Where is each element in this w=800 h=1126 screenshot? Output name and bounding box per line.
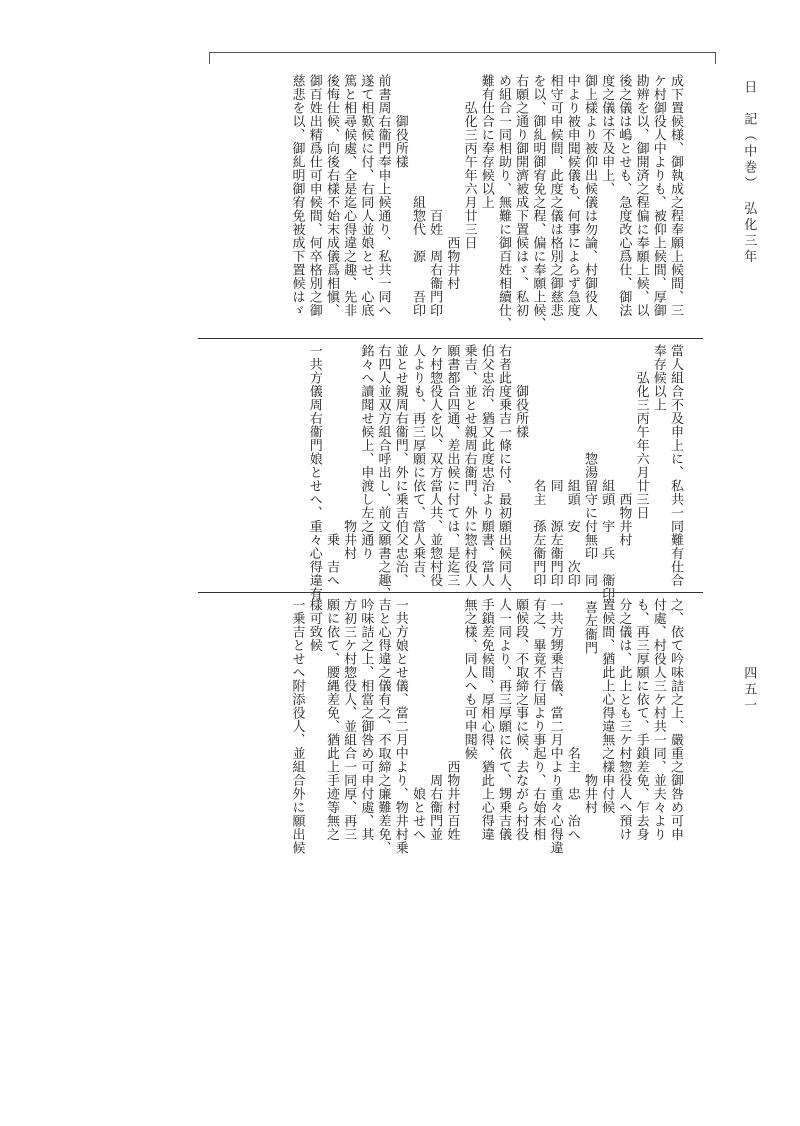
text-line: 當人組合不及申上に、私共一同難有仕合 bbox=[668, 344, 683, 587]
text-line: 一乗吉とせへ附添役人、並組合外に願出候 bbox=[289, 598, 305, 855]
text-line: 人一同より、再三厚願に依て、甥乗吉儀 bbox=[495, 598, 511, 841]
text-line: 組頭 宇 兵 衞印 bbox=[599, 344, 615, 601]
text-line: 願書都合四通、差出候に付ては、是迄三 bbox=[444, 344, 460, 587]
text-line: を以、御糺明御宥免之程、偏に奉願上候、 bbox=[530, 74, 546, 331]
text-line: 相守可申候間、此度之儀は格別之御慈悲 bbox=[547, 74, 563, 317]
text-line: 一共方儀周右衞門娘とせへ、重々心得違有 bbox=[306, 344, 322, 601]
text-line: 御百姓出精爲仕可申候間、何卒格別之御 bbox=[306, 74, 322, 317]
text-line: 周右衞門並 bbox=[427, 598, 443, 841]
text-line: 乗 吉へ bbox=[323, 344, 339, 587]
text-line: 勘辨を以、御開済之程偏に奉願上候、以 bbox=[633, 74, 649, 317]
text-line: 前書周右衞門奉申上候通り、私共一同へ bbox=[375, 74, 391, 317]
text-line: 慈悲を以、御糺明御宥免被成下置候はゞ bbox=[289, 74, 305, 317]
top-frame-left-tick bbox=[209, 52, 210, 64]
text-line: 銘々へ讀聞せ候上、申渡し左之通り bbox=[358, 344, 374, 560]
text-line: 一共方娘とせ儀、當二月中より、物井村乗 bbox=[392, 598, 408, 855]
text-line: 名主 孫左衞門印 bbox=[530, 344, 546, 587]
text-line: 右者此度乗吉一條に付、最初願出候同人、 bbox=[495, 344, 511, 601]
text-line: 百姓 周右衞門印 bbox=[427, 74, 443, 317]
text-block-lower bbox=[288, 598, 684, 853]
text-line: 願に依て、腰縄差免、猶此上手迹等無之 bbox=[323, 598, 339, 841]
text-line: 方初三ケ村惣役人、並組合一同厚、再三 bbox=[341, 598, 357, 841]
text-line: 付處、村役人三ケ村共一同、並夫々より bbox=[650, 598, 666, 841]
text-line: 西物井村百姓 bbox=[444, 598, 460, 841]
text-line: 乗吉、並とせ親周右衞門、外に惣村役人 bbox=[461, 344, 477, 587]
text-line: 篤と相尋候處、全是迄心得違之趣、先非 bbox=[341, 74, 357, 317]
top-frame-right-tick bbox=[715, 52, 716, 64]
running-header: 日 記（中巻） 弘化三年 bbox=[741, 80, 757, 266]
text-line: 吉と心得違之儀有之、不取締之廉難差免、 bbox=[375, 598, 391, 855]
text-line: 成下置候様、御執成之程奉願上候間、三 bbox=[668, 74, 683, 317]
text-line: 後悔仕候、向後右樣不始末成儀爲相愼、 bbox=[323, 74, 339, 317]
text-line: 難有仕合に奉存候以上 bbox=[478, 74, 494, 209]
page-number: 四五一 bbox=[741, 666, 757, 714]
text-line: 西物井村 bbox=[444, 74, 460, 290]
text-line: 組頭 安 次印 bbox=[564, 344, 580, 587]
text-line: 置候間、猶此上心得違無之樣申付候 bbox=[599, 598, 615, 814]
text-line: 吟味詰之上、相當之御咎め可申付處、其 bbox=[358, 598, 374, 841]
text-line: 名主 忠 治へ bbox=[564, 598, 580, 841]
text-line: 御役所樣 bbox=[513, 344, 529, 439]
section-divider bbox=[198, 338, 703, 339]
text-line: 一共方甥乗吉儀、當二月中より重々心得違 bbox=[547, 598, 563, 855]
text-line: 右願之通り御開濟被成下置候はゞ、私初 bbox=[513, 74, 529, 317]
text-line: も、再三厚願に依て、手鎖差免、乍去身 bbox=[633, 598, 649, 841]
text-line: 有之、畢竟不行屆より事起り、右始末相 bbox=[530, 598, 546, 841]
text-line: 物井村 bbox=[581, 598, 597, 814]
top-frame-line bbox=[210, 52, 715, 53]
text-line: 右四人並双方組合呼出し、前文願書之趣、 bbox=[375, 344, 391, 601]
text-line: 度之儀は不及申上、 bbox=[599, 74, 615, 196]
text-line: 奉存候以上 bbox=[650, 344, 666, 412]
text-line: 伯父忠治、猶又此度忠治より願書、當人 bbox=[478, 344, 494, 587]
text-line: 弘化三丙午年六月廿三日 bbox=[461, 74, 477, 250]
text-block-upper bbox=[288, 74, 684, 336]
text-line: 樣可致候 bbox=[306, 598, 322, 652]
text-line: 手鎖差免候間、厚相心得、猶此上心得違 bbox=[478, 598, 494, 841]
section-divider bbox=[198, 592, 703, 593]
text-line: 娘とせへ bbox=[409, 598, 425, 841]
text-line: 並とせ親周右衞門、外に乗吉伯父忠治、 bbox=[392, 344, 408, 587]
text-line: め組合一同相助り、無難に御百姓相續仕、 bbox=[495, 74, 511, 331]
text-line: 分之儀は、此上とも三ケ村惣役人へ預け bbox=[616, 598, 632, 841]
text-line: ケ村惣役人を以、双方當人共、並惣村役 bbox=[427, 344, 443, 587]
text-line: 同 源左衞門印 bbox=[547, 344, 563, 587]
text-line: 弘化三丙午年六月廿三日 bbox=[633, 344, 649, 520]
text-line: 物井村 bbox=[341, 344, 357, 560]
text-line: ケ村御役人中よりも、被仰上候間、厚御 bbox=[650, 74, 666, 317]
text-line: 中より被申聞候儀も、何事によらず急度 bbox=[564, 74, 580, 317]
text-line: 御上樣より被仰出候儀は勿論、村御役人 bbox=[581, 74, 597, 317]
text-line: 後之儀は嶋とせも、急度改心爲仕、御法 bbox=[616, 74, 632, 317]
text-line: 願候段、不取締之事に候、去ながら村役 bbox=[513, 598, 529, 841]
text-line: 之、依て吟味詰之上、嚴重之御咎め可申 bbox=[668, 598, 683, 841]
text-line: 組惣代 源 吾印 bbox=[409, 74, 425, 317]
text-line: 人よりも、再三厚願に依て、當人乗吉、 bbox=[409, 344, 425, 587]
text-line: 西物井村 bbox=[616, 344, 632, 547]
text-line: 御役所樣 bbox=[392, 74, 408, 169]
text-line: 無之樣、同人へも可申聞候 bbox=[461, 598, 477, 760]
text-line: 遂て相歎候に付、右同人並娘とせ、心底 bbox=[358, 74, 374, 317]
text-line: 惣湯留守に付無印 同 喜左衞門 bbox=[581, 344, 597, 655]
